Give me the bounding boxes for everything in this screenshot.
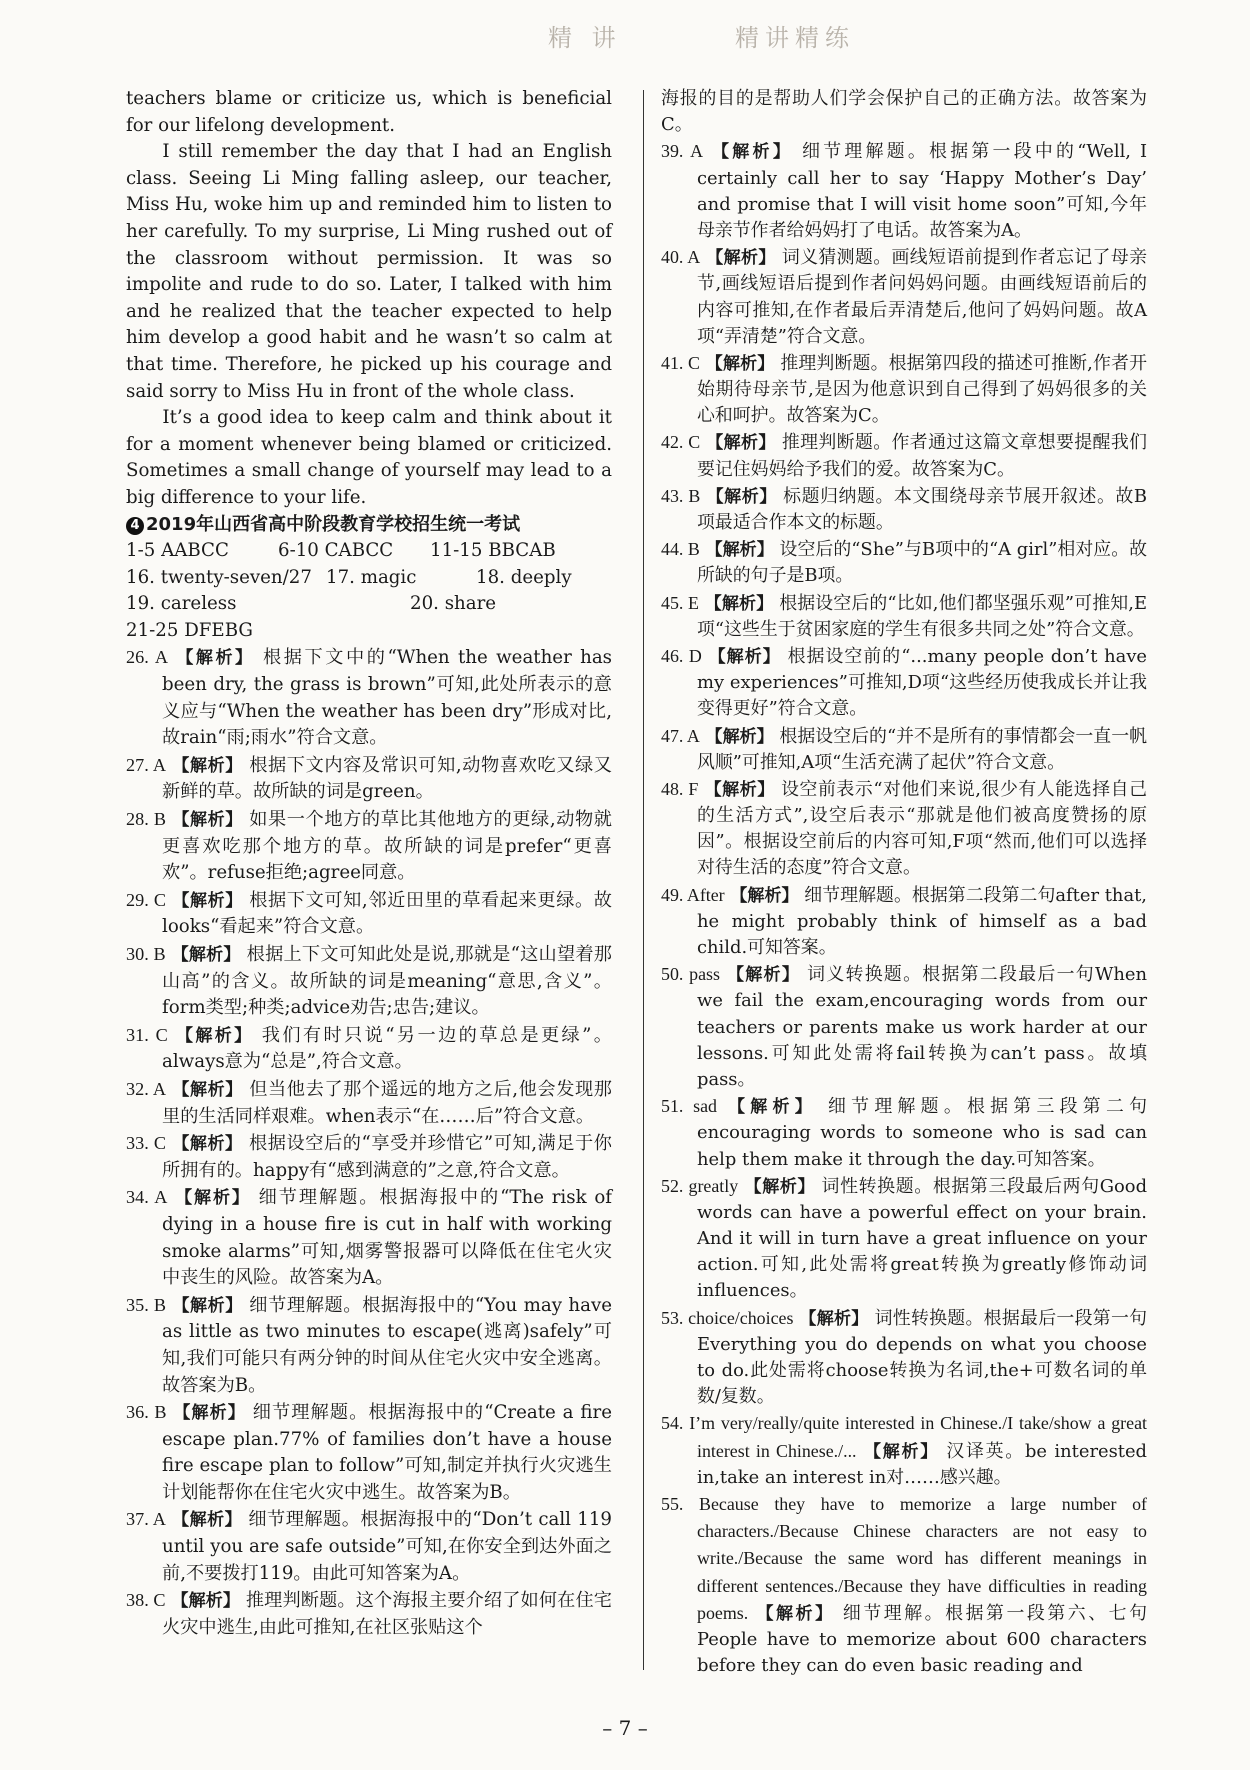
answer-key: 36. B (126, 1402, 167, 1423)
explanation: 推理判断题。作者通过这篇文章想要提醒我们要记住妈妈给予我们的爱。故答案为C。 (697, 432, 1147, 480)
explanation: 但当他去了那个遥远的地方之后,他会发现那里的生活同样艰难。when表示“在……后”符合文意。 (162, 1078, 612, 1127)
explanation: 根据设空后的“享受并珍惜它”可知,满足于你所拥有的。happy有“感到满意的”之意,符合文意。 (162, 1133, 612, 1181)
analysis-tag: 【解析】 (799, 1308, 869, 1329)
answer-item (661, 1173, 1147, 1305)
analysis-tag: 【解析】 (756, 1603, 835, 1624)
answer-key: 48. F (661, 778, 699, 799)
answer-item (661, 1305, 1147, 1411)
section-title: 2019年山西省高中阶段教育学校招生统一考试 (146, 513, 521, 535)
answer-key: 35. B (126, 1294, 167, 1315)
answer-item (126, 1506, 612, 1587)
answer-item (661, 643, 1147, 723)
analysis-tag: 【解析】 (706, 433, 776, 454)
answer-key: 50. pass (661, 964, 720, 985)
answer-key: 26. A (126, 647, 168, 668)
answer-item (661, 244, 1147, 350)
explanation: 细节理解题。根据第三段第二句encouraging words to someone who is sad can help them make it through the day.可知答案。 (697, 1096, 1148, 1170)
analysis-tag: 【解析】 (172, 1510, 243, 1531)
explanation: 标题归纳题。本文围绕母亲节展开叙述。故B项最适合作本文的标题。 (697, 485, 1148, 533)
analysis-tag: 【解析】 (727, 1097, 818, 1118)
explanation: 细节理解题。根据海报中的“Create a fire escape plan.77% of families don’t have a house fire escape plan to follow”可知,制定并执行火灾逃生计划能帮你在住宅火灾中逃生。故答案为B。 (162, 1402, 612, 1503)
explanation: 词义猜测题。画线短语前提到作者忘记了母亲节,画线短语后提到作者问妈妈问题。由画线短语前后的内容可推知,在作者最后弄清楚后,他问了妈妈问题。故A项“弄清楚”符合文意。 (697, 247, 1147, 347)
answer-key: 30. B (126, 944, 166, 964)
answer-key: 28. B (126, 809, 167, 830)
answer-key: 31. C (126, 1024, 168, 1045)
answer-item (661, 590, 1147, 643)
answer-item (126, 806, 612, 887)
explanation: 词性转换题。根据第三段最后两句Good words can have a powerful effect on your brain. And it will in turn have a great influence on your action.可知,此处需将great转换为greatly修饰动词influences。 (697, 1175, 1148, 1302)
analysis-tag: 【解析】 (172, 755, 243, 776)
answer-item (661, 723, 1147, 776)
passage-paragraph: I still remember the day that I had an English class. Seeing Li Ming falling asleep, our teacher, Miss Hu, woke him up and reminded him to listen to her carefully. To my surprise, Li Ming rushed out of the classroom without permission. It was so impolite and rude to do so. Later, I talked with him and he realized that the teacher expected to help him develop a good habit and he wasn’t so calm at that time. Therefore, he picked up his courage and said sorry to Miss Hu in front of the whole class. (126, 141, 612, 402)
answer-item (126, 887, 612, 941)
right-column (661, 86, 1147, 1679)
analysis-tag: 【解析】 (705, 353, 775, 374)
answer-item (661, 138, 1147, 244)
analysis-tag: 【解析】 (706, 486, 777, 507)
explanation: 我们有时只说“另一边的草总是更绿”。always意为“总是”,符合文意。 (162, 1024, 612, 1073)
analysis-tag: 【解析】 (705, 540, 774, 561)
analysis-tag: 【解析】 (172, 890, 243, 911)
page-number: – 7 – (602, 1716, 648, 1740)
analysis-tag: 【解析】 (705, 726, 774, 747)
answer-item (126, 1399, 612, 1506)
quick-answer-row (126, 618, 612, 645)
explanation: 根据上下文可知此处是说,那就是“这山望着那山高”的含义。故所缺的词是meaning“意思,含义”。form类型;种类;advice劝告;忠告;建议。 (162, 944, 612, 1019)
answer-item (126, 1076, 612, 1130)
explanation: 细节理解题。根据海报中的“Don’t call 119 until you are safe outside”可知,在你安全到达外面之前,不要拨打119。由此可知答案为A。 (162, 1509, 612, 1584)
quick-answer: 21-25 DFEBG (126, 619, 253, 641)
column-divider (643, 90, 644, 1670)
quick-answer: 11-15 BBCAB (430, 540, 556, 562)
answer-key: 45. E (661, 592, 699, 613)
answer-item (661, 1093, 1147, 1173)
quick-answer-row (126, 591, 612, 618)
answer-item (661, 350, 1147, 430)
explanation: 根据设空前的“...many people don’t have my experiences”可推知,D项“这些经历使我成长并让我变得更好”符合文意。 (697, 645, 1148, 720)
explanation: 细节理解题。根据第二段第二句after that, he might probably think of himself as a bad child.可知答案。 (697, 884, 1147, 958)
analysis-tag: 【解析】 (708, 646, 781, 667)
answer-key: 43. B (661, 485, 701, 506)
answer-key: 37. A (126, 1509, 166, 1530)
answer-key: 51. sad (661, 1096, 717, 1117)
answer-item (661, 961, 1147, 1093)
top-stamp-left: 精 讲 (548, 24, 622, 52)
explanation: 根据下文可知,邻近田里的草看起来更绿。故looks“看起来”符合文意。 (162, 889, 612, 938)
answer-key: 49. After (661, 884, 725, 905)
continued-explanation: 海报的目的是帮助人们学会保护自己的正确方法。故答案为C。 (661, 88, 1147, 136)
answer-key: 46. D (661, 645, 702, 666)
quick-answer-row (126, 565, 612, 592)
quick-answer: 1-5 AABCC (126, 540, 229, 562)
explanation: 根据下文内容及常识可知,动物喜欢吃又绿又新鲜的草。故所缺的词是green。 (162, 754, 612, 803)
explanation: 根据设空后的“比如,他们都坚强乐观”可推知,E项“这些生于贫困家庭的学生有很多共同之处”符合文意。 (697, 592, 1148, 640)
analysis-tag: 【解析】 (173, 1403, 246, 1424)
analysis-tag: 【解析】 (172, 1295, 243, 1316)
answer-key: 44. B (661, 539, 700, 560)
analysis-tag: 【解析】 (172, 1134, 243, 1155)
answer-item (661, 1491, 1147, 1679)
quick-answer: 18. deeply (476, 566, 572, 588)
analysis-tag: 【解析】 (704, 779, 775, 800)
analysis-tag: 【解析】 (172, 810, 243, 831)
answer-key: 54. I’m very/really/quite interested in Chinese./I take/show a great interest in Chinese./... (661, 1413, 1147, 1461)
answer-key: 40. A (661, 247, 701, 268)
answer-key: 42. C (661, 432, 701, 453)
explanation: 汉译英。be interested in,take an interest in对……感兴趣。 (697, 1440, 1147, 1488)
answer-key: 29. C (126, 889, 167, 910)
analysis-tag: 【解析】 (171, 1591, 240, 1612)
section-heading (126, 512, 612, 539)
quick-answer: 20. share (410, 593, 497, 615)
analysis-tag: 【解析】 (744, 1176, 816, 1197)
quick-answer: 17. magic (326, 566, 417, 588)
answer-key: 33. C (126, 1133, 166, 1154)
quick-answer-row (126, 538, 612, 565)
analysis-tag: 【解析】 (712, 142, 794, 163)
explanation: 根据下文中的“When the weather has been dry, the grass is brown”可知,此处所表示的意义应与“When the weather has been dry”形成对比,故rain“雨;雨水”符合文意。 (162, 647, 612, 749)
answer-item (126, 1587, 612, 1641)
answer-item (126, 1184, 612, 1291)
analysis-tag: 【解析】 (706, 248, 776, 269)
explanation: 如果一个地方的草比其他地方的更绿,动物就更喜欢吃那个地方的草。故所缺的词是prefer“更喜欢”。refuse拒绝;agree同意。 (162, 809, 612, 884)
left-column (126, 86, 612, 1641)
analysis-tag: 【解析】 (863, 1441, 939, 1462)
passage-paragraph: It’s a good idea to keep calm and think about it for a moment whenever being blamed or criticized. Sometimes a small change of yourself may lead to a big difference to your life. (126, 407, 612, 508)
quick-answer: 19. careless (126, 593, 237, 615)
answer-item (126, 1130, 612, 1184)
explanation: 根据设空后的“并不是所有的事情都会一直一帆风顺”可推知,A项“生活充满了起伏”符合文意。 (697, 725, 1148, 773)
answer-item (661, 776, 1147, 882)
answer-key: 47. A (661, 725, 700, 746)
answer-item (661, 536, 1147, 589)
answer-item (661, 483, 1147, 536)
answer-item (661, 1410, 1147, 1491)
top-stamp-right: 精讲精练 (735, 24, 855, 52)
analysis-tag: 【解析】 (726, 965, 801, 986)
answer-key: 52. greatly (661, 1175, 739, 1196)
quick-answer: 16. twenty-seven/27 (126, 566, 312, 588)
explanation: 设空后的“She”与B项中的“A girl”相对应。故所缺的句子是B项。 (697, 539, 1148, 587)
section-number-badge: 4 (126, 517, 144, 535)
quick-answer: 6-10 CABCC (278, 540, 394, 562)
analysis-tag: 【解析】 (175, 1188, 251, 1209)
analysis-tag: 【解析】 (171, 945, 241, 965)
passage-paragraph: teachers blame or criticize us, which is beneficial for our lifelong development. (126, 88, 612, 136)
explanation: 推理判断题。这个海报主要介绍了如何在住宅火灾中逃生,由此可推知,在社区张贴这个 (162, 1590, 612, 1638)
explanation: 词性转换题。根据最后一段第一句Everything you do depends on what you choose to do.此处需将choose转换为名词,the+可数名词的单数/复数。 (697, 1307, 1148, 1408)
answer-item (661, 429, 1147, 482)
explanation: 细节理解题。根据海报中的“The risk of dying in a house fire is cut in half with working smoke alarms”可知,烟雾警报器可以降低在住宅火灾中丧生的风险。故答案为A。 (162, 1187, 613, 1289)
explanation: 词义转换题。根据第二段最后一句When we fail the exam,encouraging words from our teachers or parents make us work harder at our lessons.可知此处需将fail转换为can’t pass。故填pass。 (697, 964, 1148, 1090)
explanation: 细节理解题。根据第一段中的“Well, I certainly call her to say ‘Happy Mother’s Day’ and promise that I will visit home soon”可知,今年母亲节作者给妈妈打了电话。故答案为A。 (697, 141, 1148, 241)
answer-item (126, 644, 612, 751)
analysis-tag: 【解析】 (176, 648, 255, 669)
answer-item (126, 1292, 612, 1399)
answer-item (126, 941, 612, 1022)
analysis-tag: 【解析】 (704, 593, 774, 614)
explanation: 细节理解题。根据海报中的“You may have as little as two minutes to escape(逃离)safely”可知,我们可能只有两分钟的时间从住宅火灾中安全逃离。故答案为B。 (162, 1294, 612, 1396)
answer-key: 32. A (126, 1078, 167, 1099)
analysis-tag: 【解析】 (730, 885, 799, 906)
explanation: 设空前表示“对他们来说,很少有人能选择自己的生活方式”,设空后表示“那就是他们被高度赞扬的原因”。根据设空前后的内容可知,F项“然而,他们可以选择对待生活的态度”符合文意。 (697, 778, 1147, 879)
answer-key: 39. A (661, 141, 704, 162)
analysis-tag: 【解析】 (176, 1025, 254, 1046)
answer-key: 27. A (126, 754, 167, 775)
answer-key: 55. Because they have to memorize a large number of characters./Because Chinese characters are not easy to write./Because the same word has different meanings in different sentences./Because they have difficulties in reading poems. (661, 1493, 1147, 1623)
answer-item (126, 752, 612, 806)
analysis-tag: 【解析】 (172, 1079, 243, 1100)
explanation: 推理判断题。根据第四段的描述可推断,作者开始期待母亲节,是因为他意识到自己得到了妈妈很多的关心和呵护。故答案为C。 (697, 352, 1148, 427)
explanation: 细节理解。根据第一段第六、七句People have to memorize about 600 characters before they can do even basic reading and (697, 1602, 1148, 1677)
answer-key: 38. C (126, 1590, 166, 1611)
answer-key: 34. A (126, 1187, 168, 1208)
answer-item (661, 882, 1147, 962)
answer-item (126, 1022, 612, 1076)
answer-key: 41. C (661, 352, 700, 373)
answer-key: 53. choice/choices (661, 1307, 794, 1328)
